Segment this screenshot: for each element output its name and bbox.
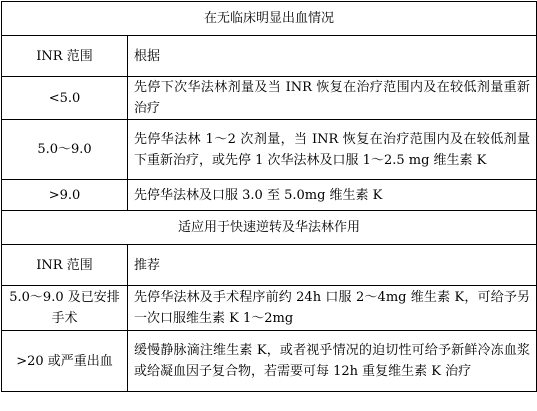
recommendation-cell: 先停下次华法林剂量及当 INR 恢复在治疗范围内及在较低剂量重新治疗 bbox=[128, 77, 537, 120]
recommendation-cell: 先停华法林及手术程序前约 24h 口服 2～4mg 维生素 K，可给予另一次口服维生素 K 1～2mg bbox=[128, 286, 537, 331]
col-header-basis: 根据 bbox=[128, 36, 537, 77]
column-header-row bbox=[2, 36, 537, 77]
section-2-title: 适应用于快速逆转及华法林作用 bbox=[2, 211, 537, 245]
recommendation-cell: 先停华法林及口服 3.0 至 5.0mg 维生素 K bbox=[128, 180, 537, 211]
table-row bbox=[2, 331, 537, 392]
recommendation-cell: 先停华法林 1～2 次剂量，当 INR 恢复在治疗范围内及在较低剂量下重新治疗，或先停 1 次华法林及口服 1～2.5 mg 维生素 K bbox=[128, 120, 537, 180]
section-header-row bbox=[2, 2, 537, 36]
inr-range-cell: <5.0 bbox=[2, 77, 128, 120]
recommendation-cell: 缓慢静脉滴注维生素 K，或者视乎情况的迫切性可给予新鲜冷冻血浆或给凝血因子复合物，若需要可每 12h 重复维生素 K 治疗 bbox=[128, 331, 537, 392]
column-header-row bbox=[2, 245, 537, 286]
table-row bbox=[2, 77, 537, 120]
col-header-recommendation: 推荐 bbox=[128, 245, 537, 286]
table-row bbox=[2, 180, 537, 211]
inr-range-cell: 5.0～9.0 bbox=[2, 120, 128, 180]
col-header-inr-range: INR 范围 bbox=[2, 36, 128, 77]
section-1-title: 在无临床明显出血情况 bbox=[2, 2, 537, 36]
inr-range-cell: 5.0～9.0 及已安排手术 bbox=[2, 286, 128, 331]
inr-range-cell: >20 或严重出血 bbox=[2, 331, 128, 392]
section-header-row bbox=[2, 211, 537, 245]
col-header-inr-range: INR 范围 bbox=[2, 245, 128, 286]
inr-range-cell: >9.0 bbox=[2, 180, 128, 211]
table-row bbox=[2, 286, 537, 331]
inr-guideline-table bbox=[1, 1, 537, 392]
table-row bbox=[2, 120, 537, 180]
